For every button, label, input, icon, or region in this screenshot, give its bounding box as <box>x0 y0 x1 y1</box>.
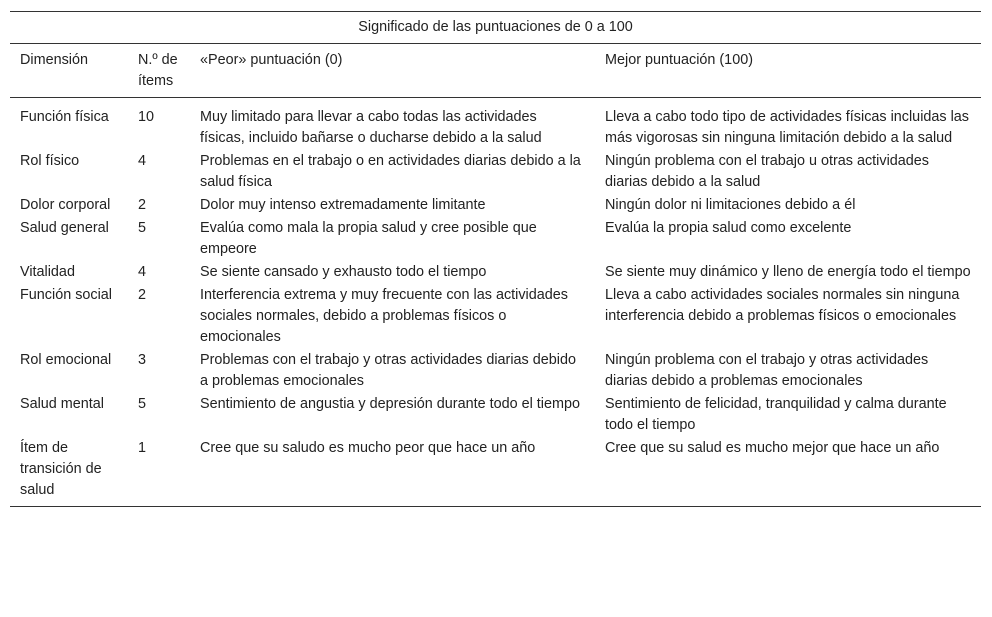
table-caption-row <box>10 12 981 44</box>
cell-worst-score: Problemas en el trabajo o en actividades diarias debido a la salud física <box>200 153 581 190</box>
table-row <box>10 393 981 437</box>
header-worst-score: «Peor» puntuación (0) <box>190 44 595 98</box>
cell-best-score: Lleva a cabo todo tipo de actividades físicas incluidas las más vigorosas sin ninguna limitación debido a la salud <box>605 109 969 146</box>
cell-worst-score: Sentimiento de angustia y depresión durante todo el tiempo <box>200 396 581 412</box>
cell-item-count: 4 <box>138 264 147 280</box>
cell-worst-score: Problemas con el trabajo y otras actividades diarias debido a problemas emocionales <box>200 352 576 389</box>
table-row <box>10 437 981 507</box>
cell-best-score: Sentimiento de felicidad, tranquilidad y calma durante todo el tiempo <box>605 396 947 433</box>
cell-item-count: 1 <box>128 437 190 507</box>
cell-item-count: 10 <box>138 109 155 125</box>
cell-best-score: Ningún problema con el trabajo u otras actividades diarias debido a la salud <box>605 153 929 190</box>
cell-worst-score: Interferencia extrema y muy frecuente con las actividades sociales normales, debido a problemas físicos o emocionales <box>200 287 568 345</box>
cell-dimension: Rol físico <box>20 153 80 169</box>
cell-dimension: Función social <box>20 287 112 303</box>
cell-worst-score: Muy limitado para llevar a cabo todas las actividades físicas, incluido bañarse o ducharse debido a la salud <box>200 109 542 146</box>
cell-best-score: Lleva a cabo actividades sociales normales sin ninguna interferencia debido a problemas físicos o emocionales <box>605 287 960 324</box>
cell-worst-score: Dolor muy intenso extremadamente limitante <box>200 197 486 213</box>
cell-item-count: 3 <box>138 352 147 368</box>
cell-dimension: Salud mental <box>20 396 104 412</box>
cell-dimension: Salud general <box>20 220 109 236</box>
cell-dimension: Vitalidad <box>20 264 75 280</box>
cell-worst-score: Cree que su saludo es mucho peor que hace un año <box>190 437 595 507</box>
cell-best-score: Se siente muy dinámico y lleno de energía todo el tiempo <box>605 264 971 280</box>
table-row <box>10 98 981 151</box>
table-row <box>10 261 981 284</box>
cell-best-score: Ningún problema con el trabajo y otras actividades diarias debido a problemas emocionales <box>605 352 929 389</box>
cell-dimension: Ítem de transición de salud <box>10 437 128 507</box>
cell-item-count: 5 <box>138 220 147 236</box>
cell-dimension: Dolor corporal <box>20 197 111 213</box>
table-row <box>10 194 981 217</box>
cell-item-count: 2 <box>138 287 147 303</box>
cell-dimension: Rol emocional <box>20 352 112 368</box>
table-row <box>10 150 981 194</box>
cell-worst-score: Evalúa como mala la propia salud y cree posible que empeore <box>200 220 537 257</box>
cell-best-score: Evalúa la propia salud como excelente <box>605 220 852 236</box>
table-body <box>10 98 981 507</box>
cell-item-count: 4 <box>138 153 147 169</box>
sf36-meaning-table <box>10 11 981 507</box>
cell-item-count: 2 <box>138 197 147 213</box>
cell-item-count: 5 <box>138 396 147 412</box>
table-row <box>10 284 981 349</box>
table-caption: Significado de las puntuaciones de 0 a 100 <box>10 12 981 44</box>
table-row <box>10 217 981 261</box>
header-dimension: Dimensión <box>10 44 128 98</box>
header-item-count: N.º de ítems <box>128 44 190 98</box>
header-best-score: Mejor puntuación (100) <box>595 44 981 98</box>
table-row <box>10 349 981 393</box>
cell-dimension: Función física <box>20 109 109 125</box>
cell-best-score: Cree que su salud es mucho mejor que hace un año <box>595 437 981 507</box>
cell-best-score: Ningún dolor ni limitaciones debido a él <box>605 197 856 213</box>
cell-worst-score: Se siente cansado y exhausto todo el tiempo <box>200 264 487 280</box>
table-header-row <box>10 44 981 98</box>
